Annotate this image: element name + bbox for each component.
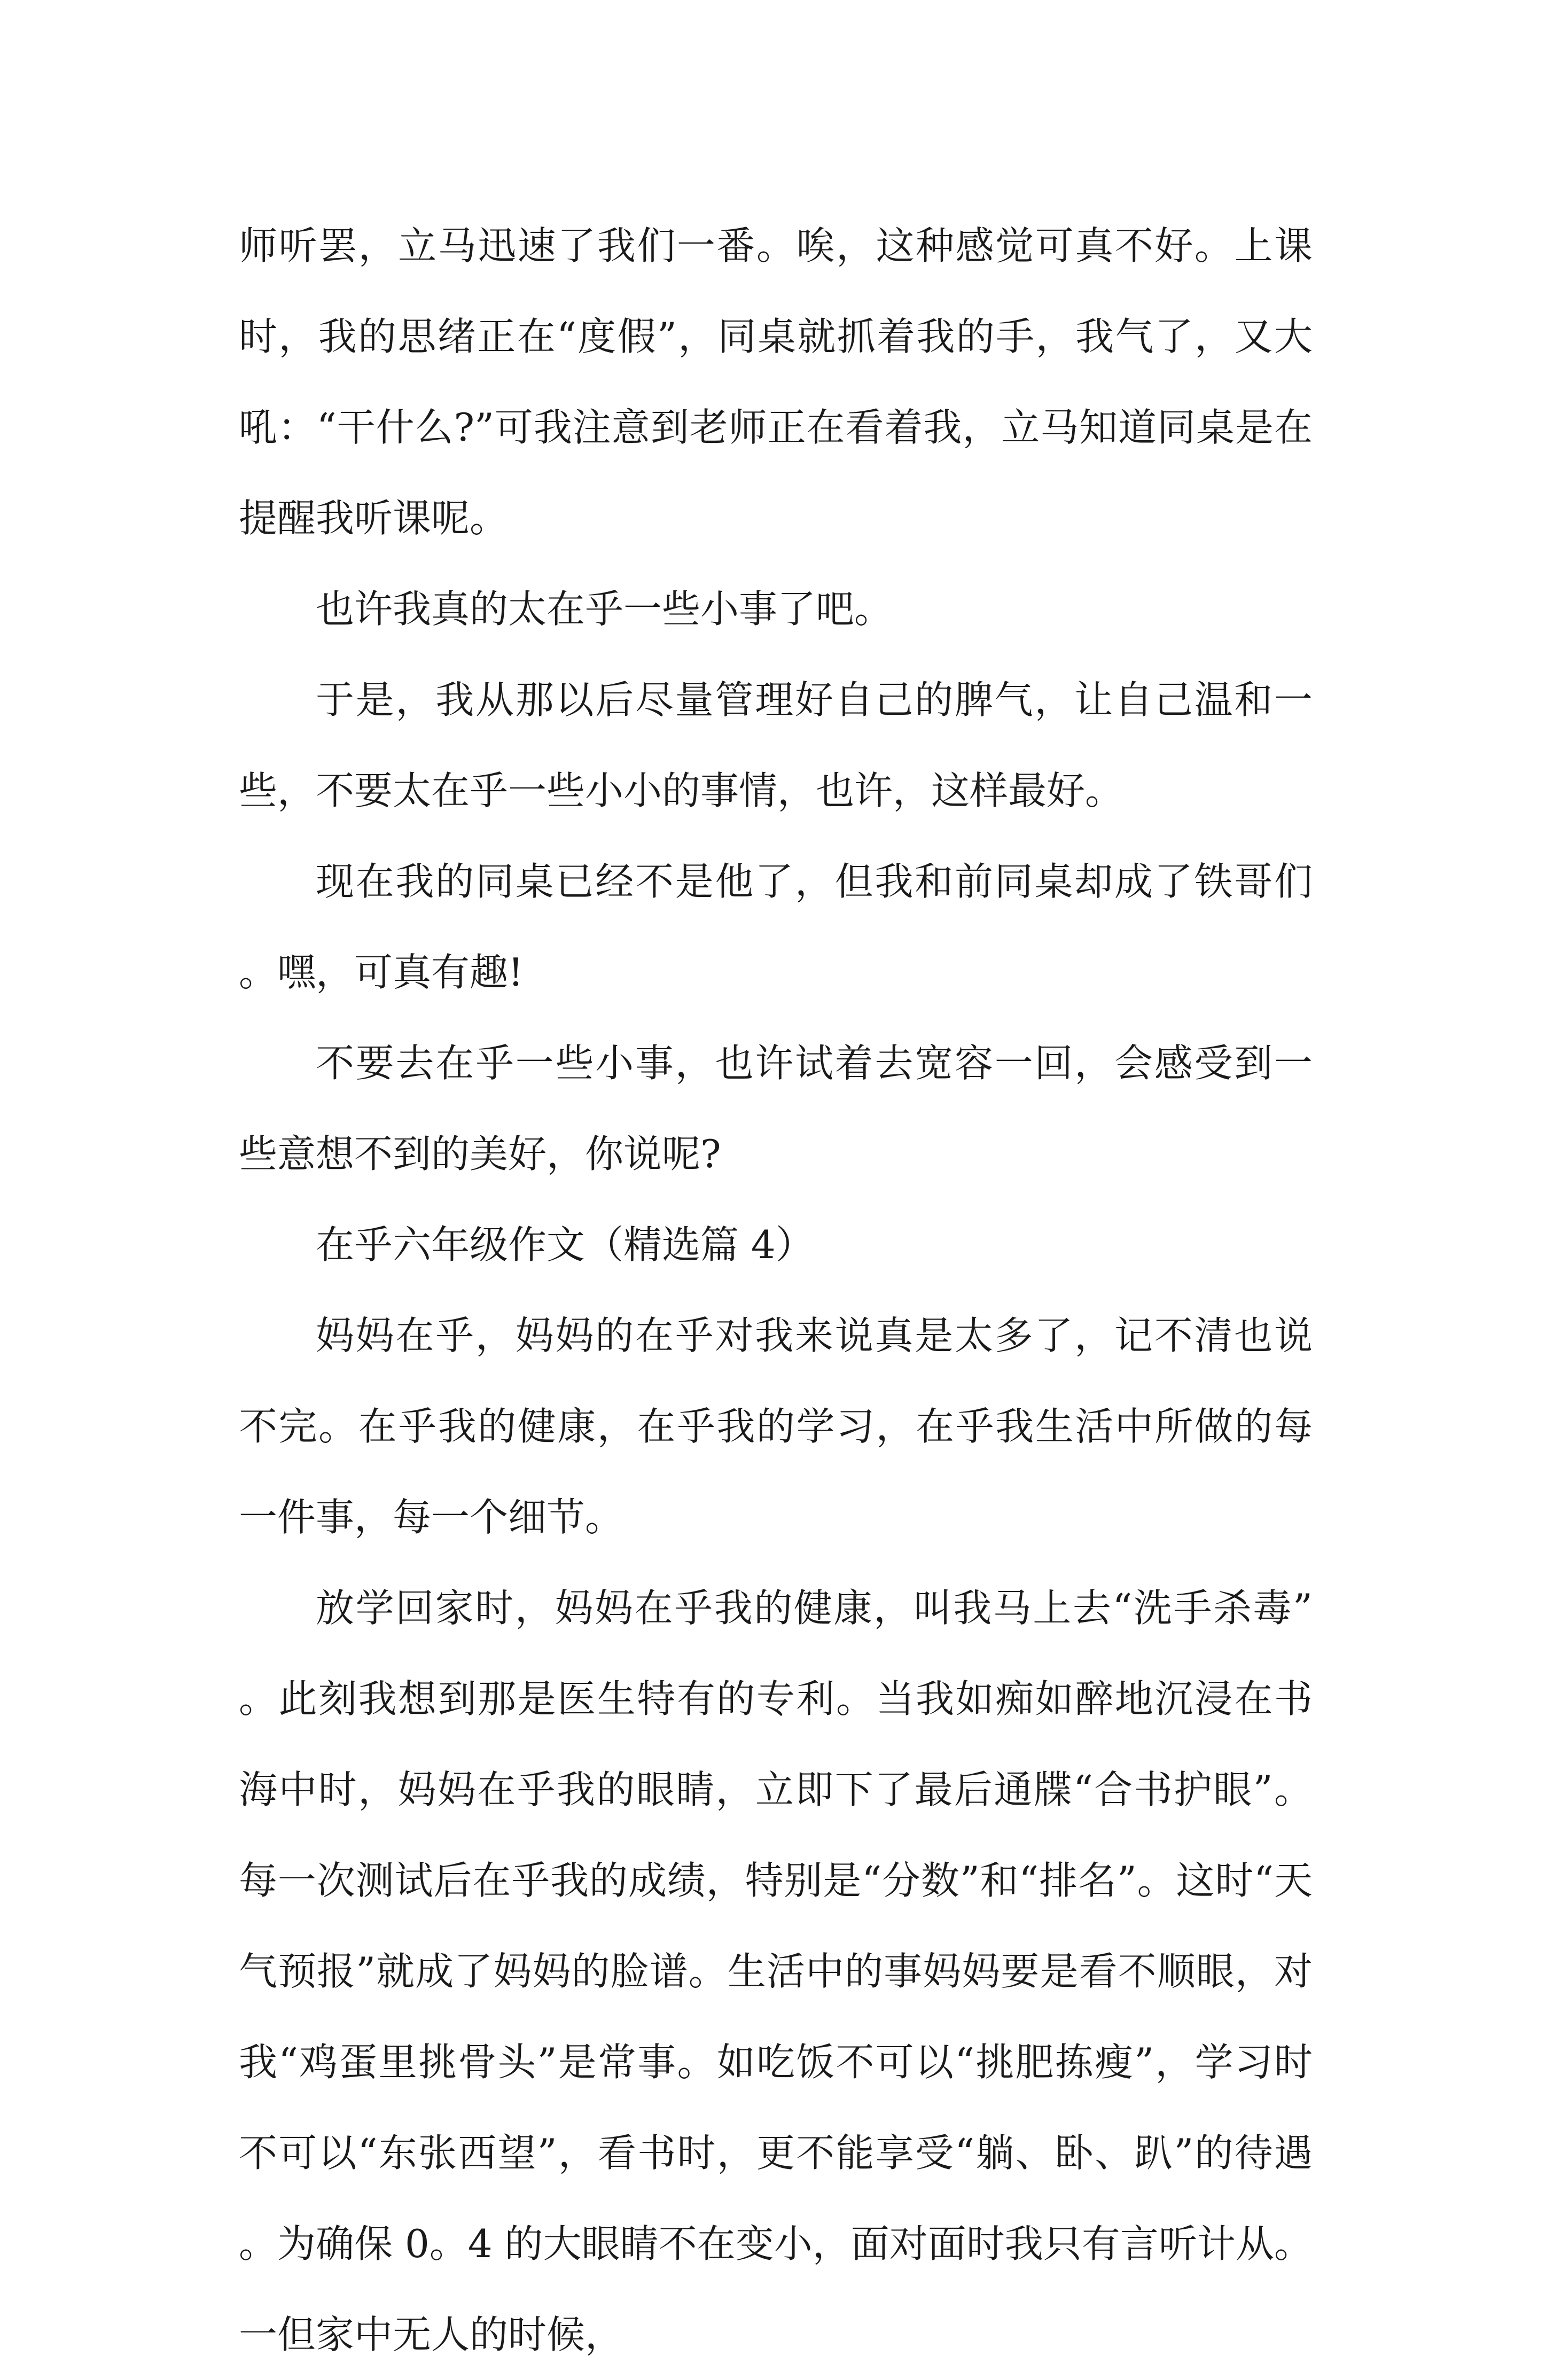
- paragraph: 现在我的同桌已经不是他了，但我和前同桌却成了铁哥们。嘿，可真有趣!: [239, 859, 1313, 995]
- paragraph: 于是，我从那以后尽量管理好自己的脾气，让自己温和一些，不要太在乎一些小小的事情，也许，这样最好。: [239, 677, 1313, 813]
- paragraph: 放学回家时，妈妈在乎我的健康，叫我马上去“洗手杀毒”。此刻我想到那是医生特有的专利。当我如痴如醉地沉浸在书海中时，妈妈在乎我的眼睛，立即下了最后通牒“合书护眼”。每一次测试后在乎我的成绩，特别是“分数”和“排名”。这时“天气预报”就成了妈妈的脸谱。生活中的事妈妈要是看不顺眼，对我“鸡蛋里挑骨头”是常事。如吃饭不可以“挑肥拣瘦”，学习时不可以“东张西望”，看书时，更不能享受“躺、卧、趴”的待遇。为确保 0。4 的大眼睛不在变小，面对面时我只有言听计从。一但家中无人的时候，: [239, 1586, 1313, 2357]
- section-heading: 在乎六年级作文（精选篇 4）: [316, 1222, 814, 1267]
- paragraph: 妈妈在乎，妈妈的在乎对我来说真是太多了，记不清也说不完。在乎我的健康，在乎我的学习，在乎我生活中所做的每一件事，每一个细节。: [239, 1313, 1313, 1540]
- paragraph-continued: 师听罢，立马迅速了我们一番。唉，这种感觉可真不好。上课时，我的思绪正在“度假”，同桌就抓着我的手，我气了，又大吼：“干什么?”可我注意到老师正在看着我，立马知道同桌是在提醒我听课呢。: [239, 223, 1313, 541]
- document-body: [239, 200, 1313, 2380]
- paragraph: 不要去在乎一些小事，也许试着去宽容一回，会感受到一些意想不到的美好，你说呢?: [239, 1041, 1313, 1176]
- paragraph: 也许我真的太在乎一些小事了吧。: [316, 587, 893, 631]
